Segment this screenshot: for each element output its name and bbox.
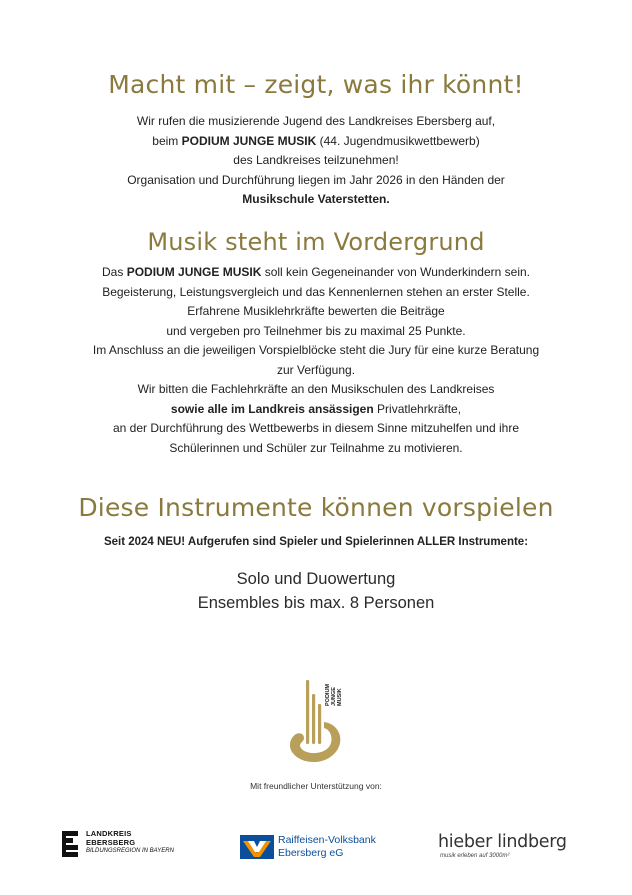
heading-macht-mit: Macht mit – zeigt, was ihr könnt! — [108, 70, 524, 99]
musik-line-4: und vergeben pro Teilnehmer bis zu maximal 25 Punkte. — [166, 323, 466, 338]
intro-paragraph — [40, 112, 592, 210]
landkreis-line-2: EBERSBERG — [86, 837, 136, 847]
logo-word-podium: PODIUM — [325, 684, 331, 706]
musik-line-1 — [40, 263, 592, 283]
intro-line-2-post: (44. Jugendmusikwettbewerb) — [316, 133, 480, 148]
hieber-lindberg-tagline: musik erleben auf 3000m² — [440, 853, 510, 859]
bank-line-1: Raiffeisen-Volksbank — [278, 834, 376, 846]
musik-line-5: Im Anschluss an die jeweiligen Vorspielblöcke steht die Jury für eine kurze Beratung — [92, 343, 540, 357]
podium-junge-musik-logo — [282, 672, 352, 768]
intro-line-3: des Landkreises teilzunehmen! — [233, 153, 399, 167]
musik-line-7: Wir bitten die Fachlehrkräfte an den Musikschulen des Landkreises — [137, 382, 495, 396]
landkreis-text — [86, 830, 174, 856]
hieber-lindberg-wordmark: hieber lindberg — [438, 832, 567, 852]
intro-line-2-bold: PODIUM JUNGE MUSIK — [181, 133, 317, 148]
landkreis-line-1: LANDKREIS — [86, 829, 132, 838]
musik-line-1-post: soll kein Gegeneinander von Wunderkindern sein. — [261, 265, 530, 279]
volksbank-logo-icon — [240, 835, 274, 859]
musik-line-8-bold: sowie alle im Landkreis ansässigen — [170, 401, 374, 416]
bank-line-2: Ebersberg eG — [278, 847, 344, 859]
intro-line-4: Organisation und Durchführung liegen im Jahr 2026 in den Händen der — [127, 172, 505, 187]
musik-line-3: Erfahrene Musiklehrkräfte bewerten die Beiträge — [187, 304, 445, 318]
musik-line-10: Schülerinnen und Schüler zur Teilnahme zu motivieren. — [169, 440, 463, 455]
sponsor-landkreis-ebersberg — [60, 827, 210, 863]
sponsor-raiffeisen-volksbank — [240, 832, 410, 862]
logo-word-junge: JUNGE — [331, 687, 337, 706]
category-ensembles: Ensembles bis max. 8 Personen — [197, 594, 435, 612]
volksbank-text — [278, 834, 376, 860]
categories-list — [40, 567, 592, 615]
musik-line-2: Begeisterung, Leistungsvergleich und das Kennenlernen stehen an erster Stelle. — [102, 284, 530, 299]
musik-line-8-post: Privatlehrkräfte, — [373, 401, 462, 416]
category-solo-duo: Solo und Duowertung — [236, 570, 396, 588]
intro-line-2 — [40, 132, 592, 152]
logo-word-musik: MUSIK — [337, 688, 343, 706]
heading-musik-vordergrund: Musik steht im Vordergrund — [147, 228, 485, 256]
intro-line-1: Wir rufen die musizierende Jugend des Landkreises Ebersberg auf, — [136, 114, 496, 128]
musik-paragraph — [40, 263, 592, 458]
intro-line-5-bold: Musikschule Vaterstetten. — [242, 192, 390, 206]
musik-line-6: zur Verfügung. — [276, 362, 356, 377]
landkreis-logo-icon — [60, 831, 80, 857]
musik-line-9: an der Durchführung des Wettbewerbs in diesem Sinne mitzuhelfen und ihre — [112, 421, 519, 435]
sponsor-thanks: Mit freundlicher Unterstützung von: — [250, 781, 382, 791]
intro-line-5 — [40, 190, 592, 210]
landkreis-line-3: BILDUNGSREGION IN BAYERN — [86, 848, 174, 854]
musik-line-8 — [40, 400, 592, 420]
sponsor-hieber-lindberg — [438, 832, 588, 862]
instrumente-subline: Seit 2024 NEU! Aufgerufen sind Spieler und Spielerinnen ALLER Instrumente: — [103, 536, 529, 548]
heading-instrumente: Diese Instrumente können vorspielen — [78, 493, 554, 522]
intro-line-2-pre: beim — [152, 133, 182, 148]
musik-line-1-pre: Das — [102, 265, 127, 279]
musik-line-1-bold: PODIUM JUNGE MUSIK — [126, 265, 262, 279]
podium-logo-icon — [282, 672, 352, 768]
